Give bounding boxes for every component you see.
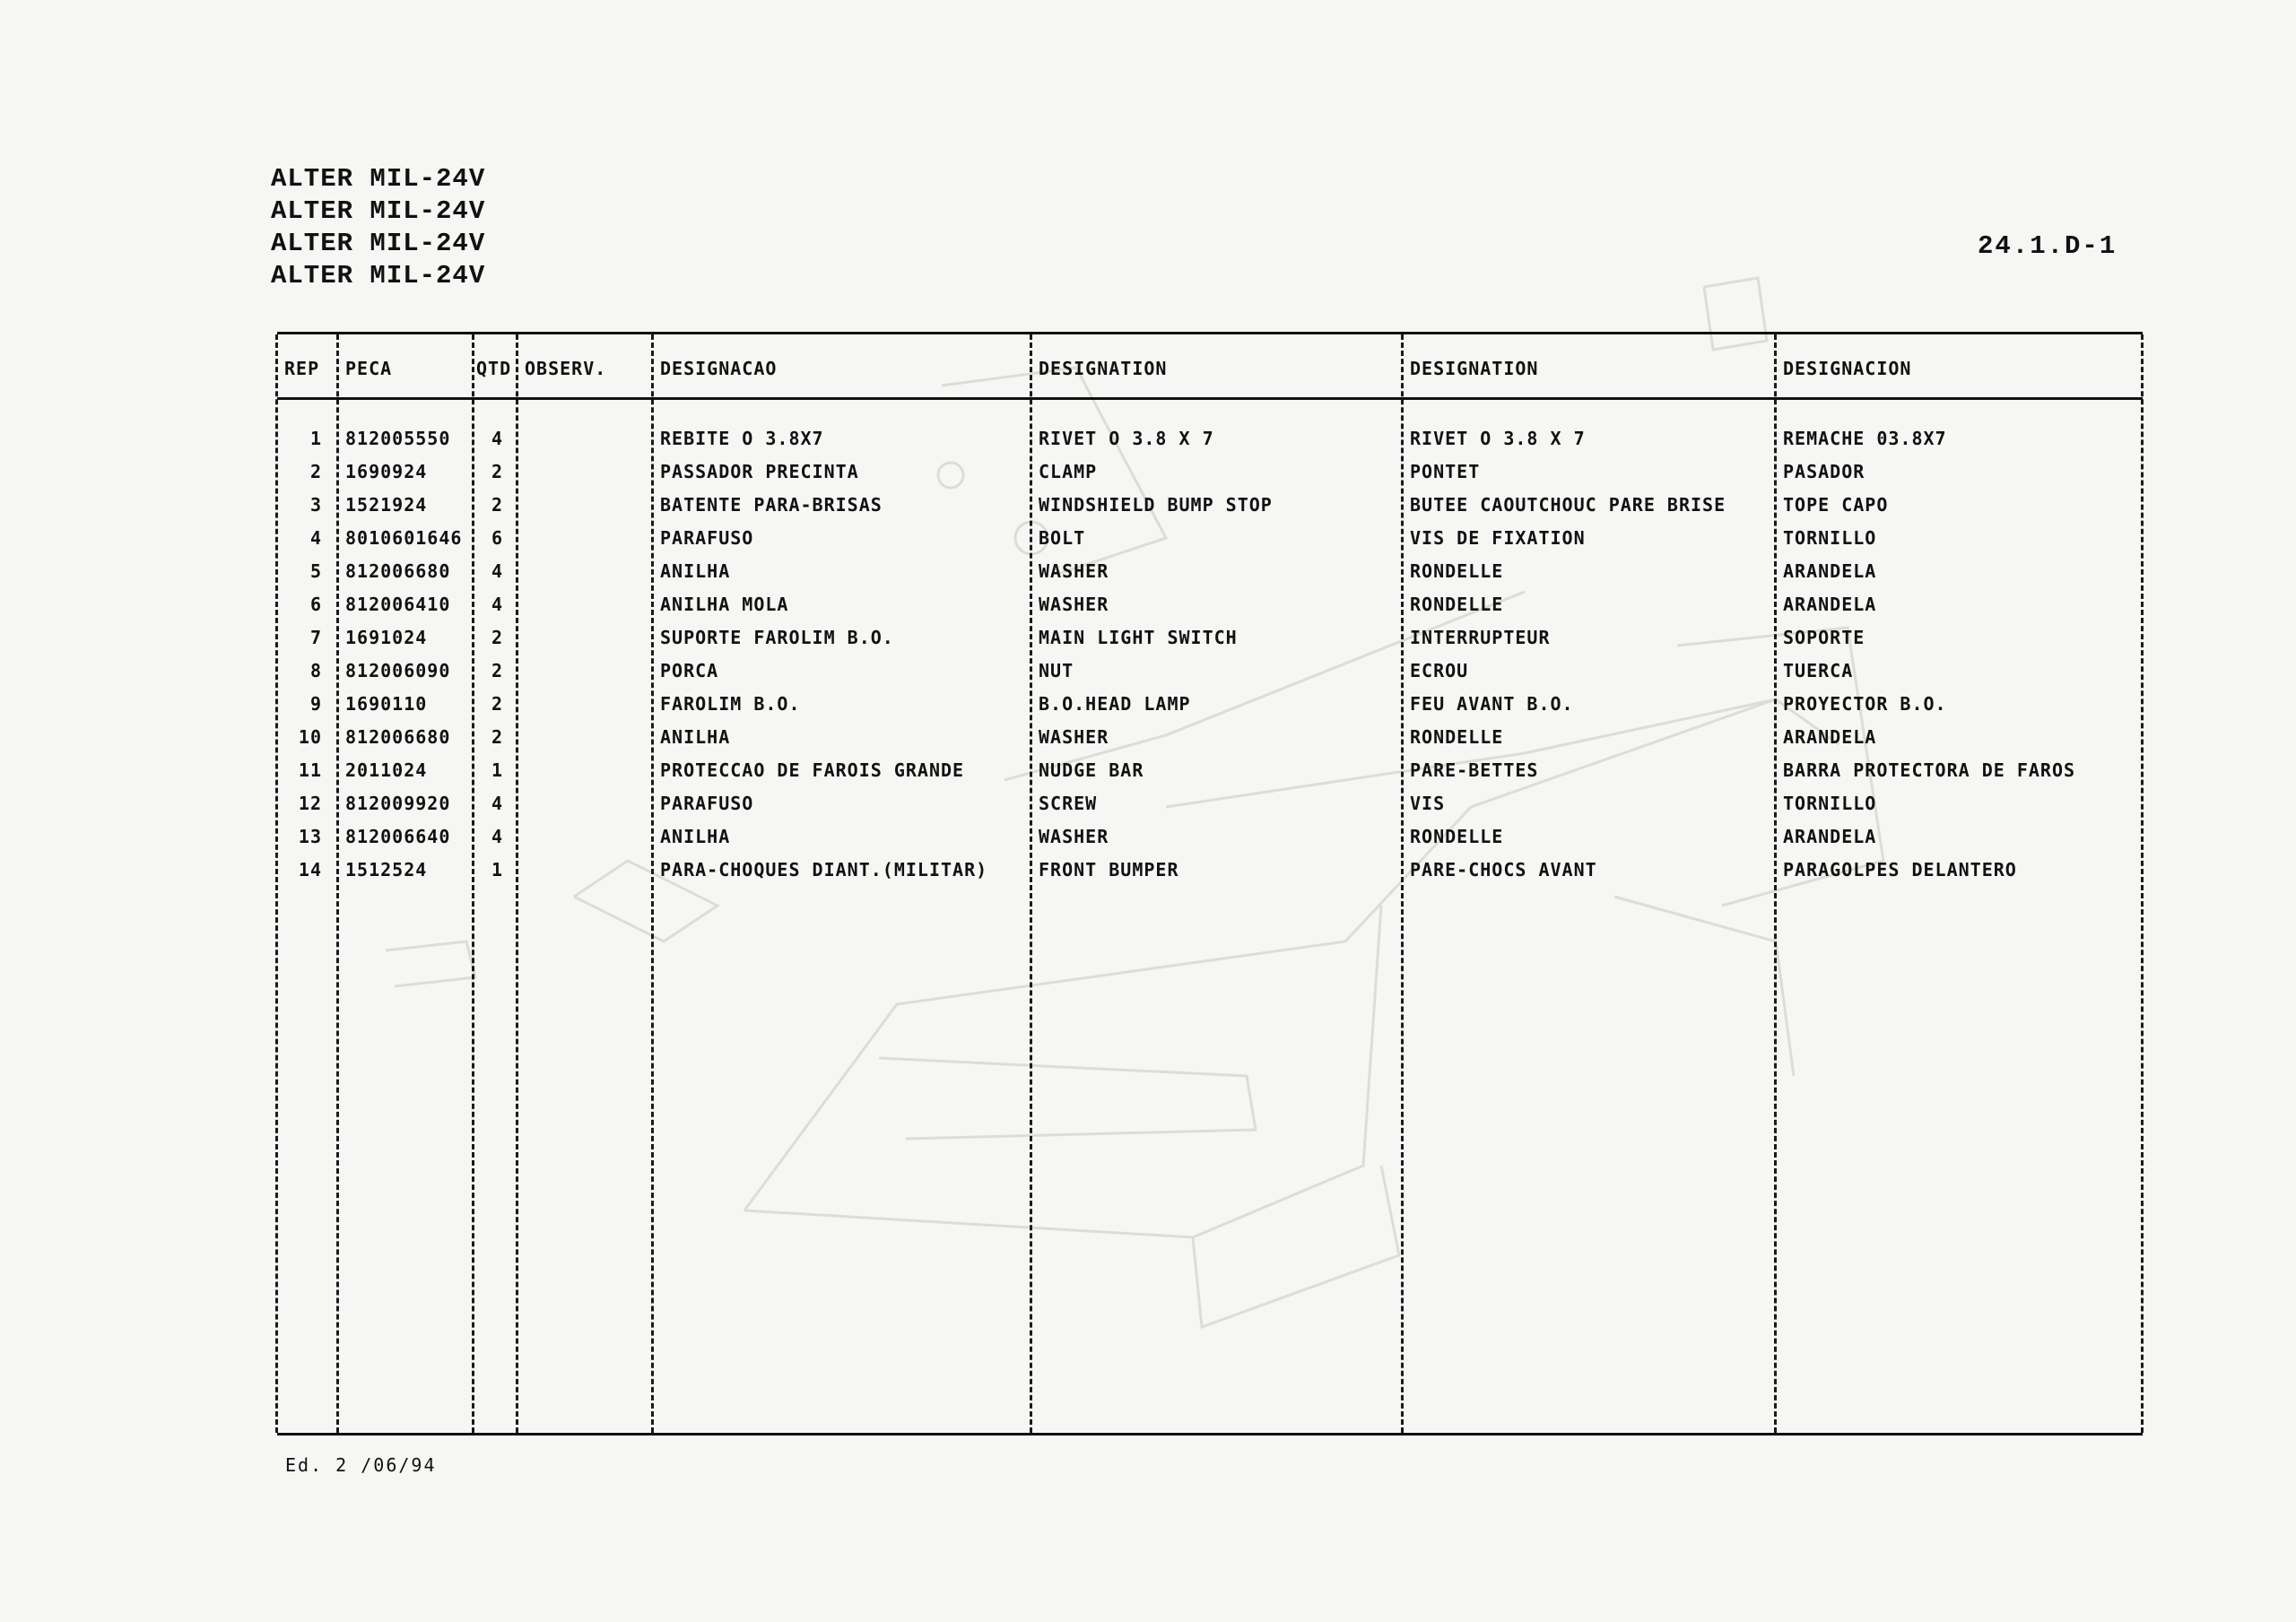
- cell-designacion: ARANDELA: [1783, 594, 1877, 615]
- cell-rep: 13: [298, 826, 322, 847]
- cell-rep: 12: [298, 793, 322, 814]
- table-row: [277, 494, 2143, 521]
- model-title-block: [271, 163, 485, 292]
- table-row: [277, 428, 2143, 455]
- cell-designacao: PORCA: [660, 660, 719, 681]
- cell-designation-en: NUDGE BAR: [1039, 759, 1144, 781]
- table-row: [277, 660, 2143, 687]
- table-row: [277, 527, 2143, 554]
- cell-peca: 812006640: [345, 826, 451, 847]
- cell-designation-fr: VIS: [1410, 793, 1446, 814]
- cell-qtd: 4: [491, 793, 503, 814]
- parts-table: [277, 332, 2143, 1436]
- cell-designacion: TOPE CAPO: [1783, 494, 1889, 516]
- cell-designation-en: WASHER: [1039, 826, 1109, 847]
- cell-peca: 8010601646: [345, 527, 463, 549]
- edition-date: Ed. 2 /06/94: [285, 1454, 437, 1476]
- cell-rep: 7: [309, 627, 322, 648]
- cell-peca: 1690110: [345, 693, 428, 715]
- cell-designation-en: NUT: [1039, 660, 1074, 681]
- cell-peca: 812005550: [345, 428, 451, 449]
- cell-qtd: 4: [491, 826, 503, 847]
- cell-designacion: ARANDELA: [1783, 726, 1877, 748]
- cell-designacion: BARRA PROTECTORA DE FAROS: [1783, 759, 2076, 781]
- cell-designacao: PROTECCAO DE FAROIS GRANDE: [660, 759, 965, 781]
- cell-peca: 1690924: [345, 461, 428, 482]
- cell-designation-fr: VIS DE FIXATION: [1410, 527, 1586, 549]
- cell-qtd: 1: [491, 859, 503, 880]
- cell-rep: 11: [298, 759, 322, 781]
- cell-peca: 1512524: [345, 859, 428, 880]
- column-header-peca: PECA: [345, 358, 393, 379]
- cell-qtd: 4: [491, 560, 503, 582]
- column-header-observ: OBSERV.: [525, 358, 607, 379]
- cell-designacao: ANILHA MOLA: [660, 594, 789, 615]
- cell-designacion: PASADOR: [1783, 461, 1866, 482]
- cell-peca: 812006680: [345, 726, 451, 748]
- cell-qtd: 2: [491, 660, 503, 681]
- cell-designation-en: WINDSHIELD BUMP STOP: [1039, 494, 1273, 516]
- cell-designacao: ANILHA: [660, 726, 731, 748]
- cell-qtd: 6: [491, 527, 503, 549]
- cell-rep: 1: [309, 428, 322, 449]
- model-title: ALTER MIL-24V: [271, 229, 486, 258]
- cell-qtd: 4: [491, 594, 503, 615]
- cell-designation-en: CLAMP: [1039, 461, 1098, 482]
- page-code: 24.1.D-1: [1978, 231, 2118, 261]
- cell-rep: 14: [298, 859, 322, 880]
- cell-qtd: 2: [491, 627, 503, 648]
- cell-designation-fr: FEU AVANT B.O.: [1410, 693, 1574, 715]
- column-header-designation-en: DESIGNATION: [1039, 358, 1168, 379]
- cell-designacion: TUERCA: [1783, 660, 1854, 681]
- cell-qtd: 2: [491, 494, 503, 516]
- cell-designation-en: WASHER: [1039, 726, 1109, 748]
- cell-designation-fr: ECROU: [1410, 660, 1469, 681]
- column-header-designation-fr: DESIGNATION: [1410, 358, 1539, 379]
- table-row: [277, 726, 2143, 753]
- table-row: [277, 560, 2143, 587]
- cell-designation-fr: RONDELLE: [1410, 726, 1504, 748]
- cell-qtd: 4: [491, 428, 503, 449]
- cell-peca: 1691024: [345, 627, 428, 648]
- cell-designation-fr: RONDELLE: [1410, 826, 1504, 847]
- cell-designacion: ARANDELA: [1783, 560, 1877, 582]
- cell-rep: 6: [309, 594, 322, 615]
- cell-peca: 812006680: [345, 560, 451, 582]
- cell-designacion: TORNILLO: [1783, 527, 1877, 549]
- cell-designation-fr: BUTEE CAOUTCHOUC PARE BRISE: [1410, 494, 1726, 516]
- cell-designation-fr: RONDELLE: [1410, 560, 1504, 582]
- cell-rep: 5: [309, 560, 322, 582]
- column-header-designacion: DESIGNACION: [1783, 358, 1912, 379]
- column-header-designacao: DESIGNACAO: [660, 358, 778, 379]
- cell-peca: 2011024: [345, 759, 428, 781]
- cell-designacao: PARA-CHOQUES DIANT.(MILITAR): [660, 859, 988, 880]
- cell-qtd: 2: [491, 461, 503, 482]
- cell-rep: 9: [309, 693, 322, 715]
- table-row: [277, 759, 2143, 786]
- table-row: [277, 693, 2143, 720]
- column-header-qtd: QTD: [476, 358, 512, 379]
- cell-rep: 8: [309, 660, 322, 681]
- cell-designacion: TORNILLO: [1783, 793, 1877, 814]
- cell-designation-en: RIVET O 3.8 X 7: [1039, 428, 1214, 449]
- cell-designation-en: WASHER: [1039, 560, 1109, 582]
- cell-designation-en: FRONT BUMPER: [1039, 859, 1179, 880]
- cell-designacao: SUPORTE FAROLIM B.O.: [660, 627, 894, 648]
- cell-designation-fr: INTERRUPTEUR: [1410, 627, 1551, 648]
- cell-designacion: REMACHE 03.8X7: [1783, 428, 1947, 449]
- model-title: ALTER MIL-24V: [271, 164, 486, 194]
- table-row: [277, 594, 2143, 620]
- cell-peca: 812009920: [345, 793, 451, 814]
- cell-designacion: PARAGOLPES DELANTERO: [1783, 859, 2017, 880]
- cell-designation-fr: RONDELLE: [1410, 594, 1504, 615]
- cell-designacao: PASSADOR PRECINTA: [660, 461, 859, 482]
- cell-designation-fr: PONTET: [1410, 461, 1481, 482]
- cell-rep: 10: [298, 726, 322, 748]
- cell-designation-fr: RIVET O 3.8 X 7: [1410, 428, 1586, 449]
- cell-designation-en: WASHER: [1039, 594, 1109, 615]
- header-divider: [277, 397, 2143, 400]
- cell-designation-en: B.O.HEAD LAMP: [1039, 693, 1191, 715]
- cell-peca: 812006090: [345, 660, 451, 681]
- cell-designation-en: MAIN LIGHT SWITCH: [1039, 627, 1238, 648]
- cell-designacao: ANILHA: [660, 826, 731, 847]
- cell-rep: 2: [309, 461, 322, 482]
- cell-peca: 1521924: [345, 494, 428, 516]
- table-row: [277, 859, 2143, 886]
- table-row: [277, 461, 2143, 488]
- cell-designation-fr: PARE-CHOCS AVANT: [1410, 859, 1597, 880]
- cell-rep: 3: [309, 494, 322, 516]
- model-title: ALTER MIL-24V: [271, 196, 486, 226]
- table-row: [277, 627, 2143, 654]
- cell-designacao: BATENTE PARA-BRISAS: [660, 494, 883, 516]
- cell-designacion: PROYECTOR B.O.: [1783, 693, 1947, 715]
- column-header-rep: REP: [284, 358, 320, 379]
- cell-designacao: REBITE O 3.8X7: [660, 428, 824, 449]
- cell-designation-fr: PARE-BETTES: [1410, 759, 1539, 781]
- cell-qtd: 2: [491, 726, 503, 748]
- cell-designacion: ARANDELA: [1783, 826, 1877, 847]
- cell-designation-en: BOLT: [1039, 527, 1086, 549]
- cell-qtd: 2: [491, 693, 503, 715]
- cell-designacao: ANILHA: [660, 560, 731, 582]
- cell-qtd: 1: [491, 759, 503, 781]
- cell-designacao: FAROLIM B.O.: [660, 693, 801, 715]
- cell-designacao: PARAFUSO: [660, 527, 754, 549]
- table-row: [277, 826, 2143, 853]
- table-row: [277, 793, 2143, 820]
- cell-peca: 812006410: [345, 594, 451, 615]
- cell-designation-en: SCREW: [1039, 793, 1098, 814]
- cell-rep: 4: [309, 527, 322, 549]
- model-title: ALTER MIL-24V: [271, 261, 486, 291]
- cell-designacion: SOPORTE: [1783, 627, 1866, 648]
- cell-designacao: PARAFUSO: [660, 793, 754, 814]
